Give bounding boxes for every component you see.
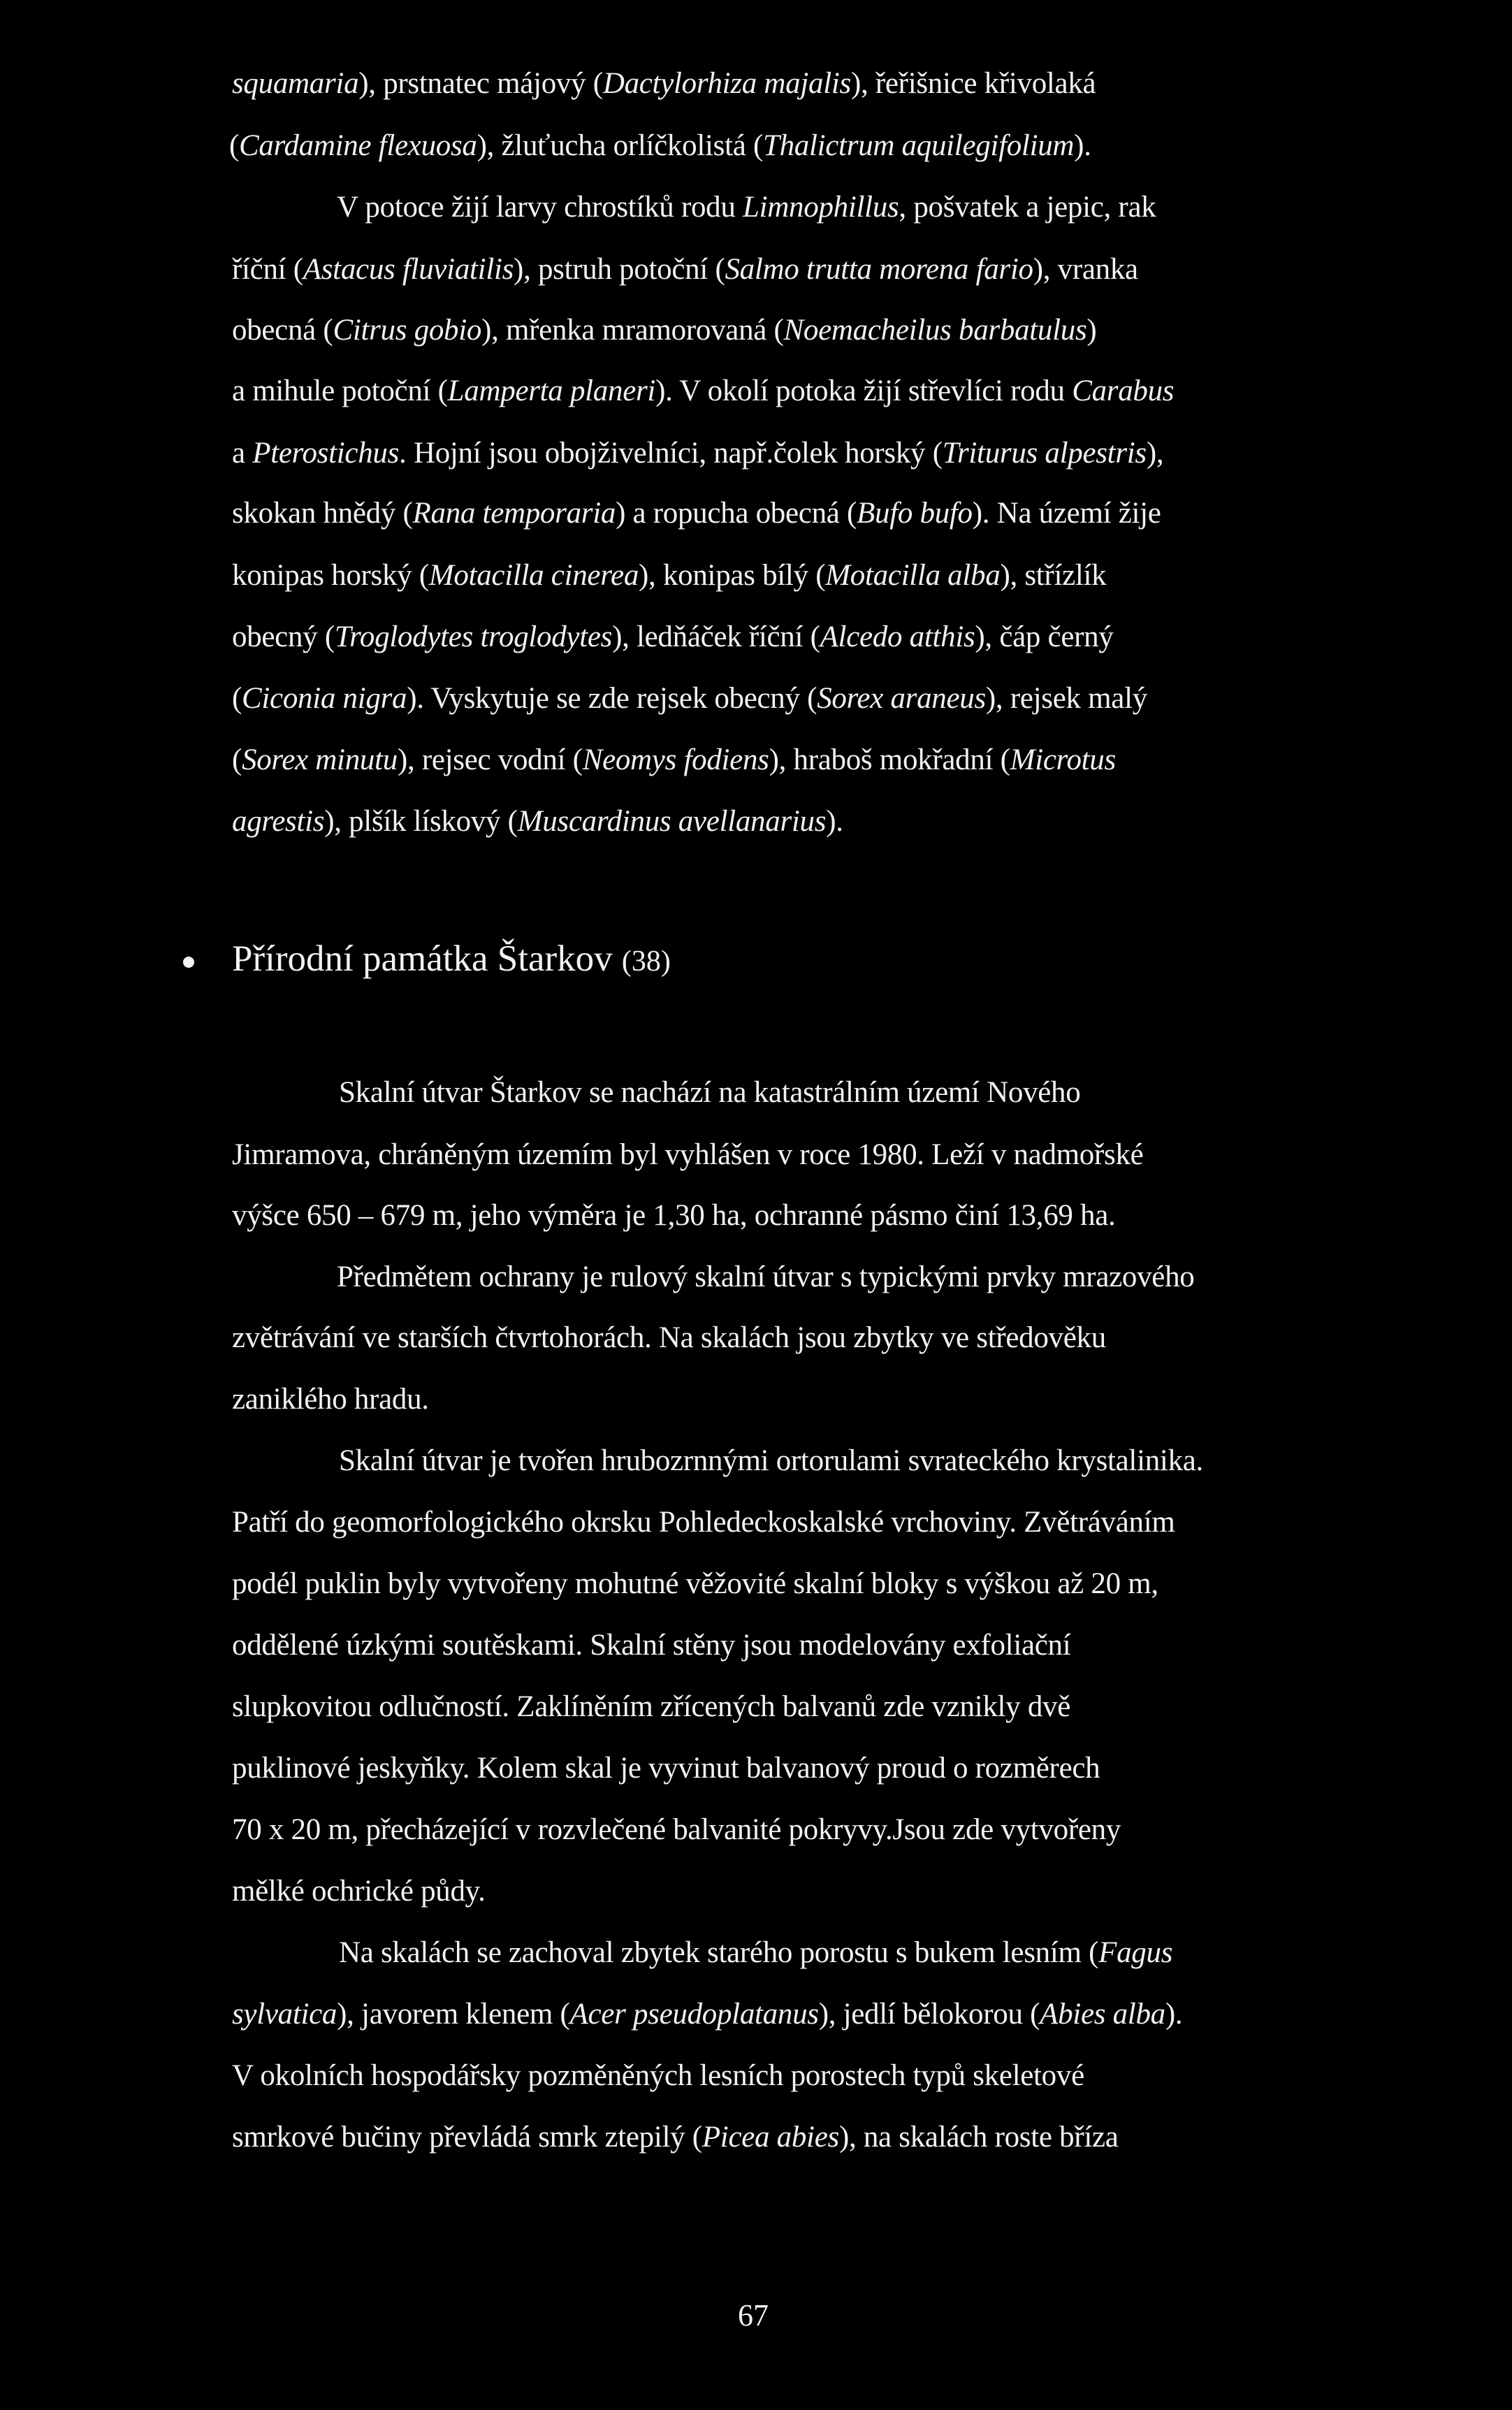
text-segment: . Hojní jsou obojživelníci, např.čolek horský ( [399,437,943,470]
latin-name: Fagus [1098,1936,1173,1969]
text-segment: Na skalách se zachoval zbytek starého porostu s bukem lesním ( [339,1936,1099,1969]
text-segment: Předmětem ochrany je rulový skalní útvar s typickými prvky mrazového [337,1261,1195,1293]
text-segment: říční ( [232,253,303,286]
latin-name: Lamperta planeri [447,375,656,407]
text-segment: smrkové bučiny převládá smrk ztepilý ( [232,2121,702,2154]
text-segment: ). [1165,1998,1183,2031]
latin-name: Alcedo atthis [820,620,975,653]
text-segment: Patří do geomorfologického okrsku Pohledeckoskalské vrchoviny. Zvětráváním [232,1506,1175,1539]
text-line [232,683,1147,713]
text-segment: ), ledňáček říční ( [612,620,820,653]
text-segment: ), na skalách roste bříza [838,2121,1119,2154]
text-segment: puklinové jeskyňky. Kolem skal je vyvinut balvanový proud o rozměrech [232,1752,1100,1785]
latin-name: Thalictrum aquilegifolium [762,129,1075,162]
text-line [232,560,1106,590]
text-segment: ), jedlí bělokorou ( [818,1998,1040,2031]
text-segment: ), pstruh potoční ( [514,253,725,286]
latin-name: sylvatica [232,1998,337,2031]
text-segment: ), hraboš mokřadní ( [769,743,1010,776]
text-segment: ), čáp černý [975,620,1114,653]
text-segment: , pošvatek a jepic, rak [899,191,1156,224]
text-line [232,1200,1116,1231]
text-segment: mělké ochrické půdy. [232,1875,486,1908]
text-segment: ). Na území žije [972,497,1161,530]
page-number: 67 [738,2298,769,2332]
text-segment: ), [1146,437,1164,470]
text-line [232,1815,1121,1845]
text-segment: obecná ( [232,314,333,347]
text-segment: skokan hnědý ( [232,497,413,530]
text-segment: výšce 650 – 679 m, jeho výměra je 1,30 ha, ochranné pásmo činí 13,69 ha. [232,1199,1116,1232]
text-line [232,1384,429,1414]
text-segment: ). Vyskytuje se zde rejsek obecný ( [407,682,817,715]
text-line [337,1262,1194,1292]
latin-name: Motacilla cinerea [428,559,639,592]
latin-name: Microtus [1010,743,1116,776]
text-segment: obecný ( [232,620,335,653]
text-line [232,1507,1175,1537]
text-line [232,438,1163,468]
text-line [339,1938,1172,1968]
text-segment: ), rejsek malý [985,682,1147,715]
latin-name: Picea abies [702,2121,839,2154]
latin-name: Abies alba [1040,1998,1165,2031]
text-segment: ). [1074,129,1091,162]
latin-name: Sorex araneus [817,682,986,715]
latin-name: Triturus alpestris [942,437,1147,470]
latin-name: Sorex minutu [242,743,398,776]
text-segment: ). V okolí potoka žijí střevlíci rodu [655,375,1073,407]
text-segment: Skalní útvar Štarkov se nachází na katastrálním území Nového [339,1076,1081,1109]
text-segment: ( [232,743,242,776]
text-segment: V okolních hospodářsky pozměněných lesních porostech typů skeletové [232,2059,1084,2092]
latin-name: agrestis [232,805,325,838]
text-segment: ), konipas bílý ( [639,559,826,592]
latin-name: Citrus gobio [333,314,482,347]
latin-name: Ciconia nigra [242,682,407,715]
text-line [232,622,1114,652]
text-segment: ), plšík lískový ( [324,805,518,838]
text-segment: ), střízlík [1000,559,1107,592]
text-line [337,192,1156,222]
text-segment: oddělené úzkými soutěskami. Skalní stěny jsou modelovány exfoliační [232,1629,1071,1662]
text-line [232,1140,1143,1170]
text-segment: ), javorem klenem ( [337,1998,570,2031]
latin-name: squamaria [232,67,359,100]
latin-name: Muscardinus avellanarius [517,805,827,838]
text-line [232,1753,1100,1783]
text-segment: a [232,437,253,470]
text-segment: ), vranka [1033,253,1138,286]
latin-name: Pterostichus [252,437,400,470]
latin-name: Dactylorhiza majalis [602,67,851,100]
text-line [232,2122,1119,2152]
text-line [339,1077,1080,1108]
latin-name: Troglodytes troglodytes [334,620,613,653]
text-line [232,498,1161,528]
text-segment: slupkovitou odlučností. Zaklíněním zřícených balvanů zde vznikly dvě [232,1690,1071,1723]
text-line [232,1999,1182,2029]
text-line [232,806,843,836]
section-heading [232,938,671,979]
latin-name: Carabus [1072,375,1175,407]
text-segment: ) a ropucha obecná ( [616,497,857,530]
latin-name: Bufo bufo [857,497,973,530]
latin-name: Cardamine flexuosa [239,129,477,162]
latin-name: Neomys fodiens [582,743,769,776]
text-segment: ), řeřišnice křivolaká [850,67,1096,100]
text-line [232,254,1138,284]
text-segment: ), prstnatec májový ( [358,67,603,100]
text-segment: ). [826,805,843,838]
text-line [339,1446,1203,1476]
bullet-point [183,957,194,968]
text-segment: ), žluťucha orlíčkolistá ( [477,129,763,162]
latin-name: Noemacheilus barbatulus [783,314,1087,347]
text-line [232,1323,1106,1353]
latin-name: Limnophillus [743,191,899,224]
text-segment: zaniklého hradu. [232,1383,429,1416]
text-line [232,1876,486,1906]
text-segment: ( [232,682,242,715]
text-segment: Skalní útvar je tvořen hrubozrnnými ortorulami svrateckého krystalinika. [339,1444,1204,1477]
text-line [232,315,1096,345]
text-line [232,1630,1070,1660]
text-segment: ), mřenka mramorovaná ( [481,314,784,347]
latin-name: Motacilla alba [825,559,1001,592]
text-line [232,376,1174,406]
text-segment: Jimramova, chráněným územím byl vyhlášen v roce 1980. Leží v nadmořské [232,1138,1144,1171]
text-segment: a mihule potoční ( [232,375,448,407]
text-line [232,745,1116,775]
text-segment: V potoce žijí larvy chrostíků rodu [337,191,743,224]
text-line [232,68,1096,99]
text-line [229,131,1091,161]
text-line [232,1569,1158,1599]
latin-name: Astacus fluviatilis [303,253,514,286]
text-segment: 70 x 20 m, přecházející v rozvlečené balvanité pokryvy.Jsou zde vytvořeny [232,1813,1121,1846]
text-segment: ) [1086,314,1097,347]
latin-name: Rana temporaria [412,497,616,530]
text-segment: podél puklin byly vytvořeny mohutné věžovité skalní bloky s výškou až 20 m, [232,1567,1158,1600]
text-segment: zvětrávání ve starších čtvrtohorách. Na skalách jsou zbytky ve středověku [232,1321,1106,1354]
text-segment: ), rejsec vodní ( [397,743,583,776]
latin-name: Salmo trutta morena fario [725,253,1033,286]
heading-title: Přírodní památka Štarkov [232,938,613,979]
latin-name: Acer pseudoplatanus [569,1998,819,2031]
text-line [232,1692,1070,1722]
text-line [232,2061,1084,2091]
heading-number: (38) [621,945,671,978]
text-segment: ( [229,129,240,162]
text-segment: konipas horský ( [232,559,429,592]
